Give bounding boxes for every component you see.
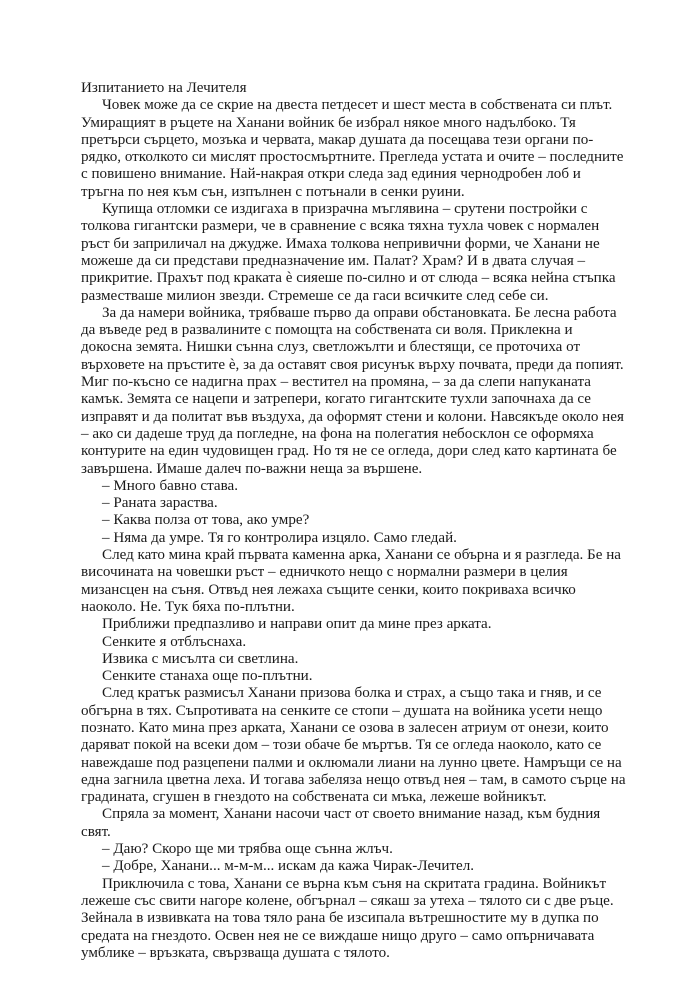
paragraph: – Няма да умре. Тя го контролира изцяло. Само гледай. [102,529,457,546]
paragraph: – Много бавно става. [102,477,238,494]
paragraph: – Раната зараства. [102,495,218,512]
paragraph: – Каква полза от това, ако умре? [102,512,310,529]
paragraph: Спряла за момент, Ханани насочи част от своето внимание назад, към будния свят. [81,806,601,840]
document-body [81,80,626,962]
paragraph-list [81,97,626,962]
paragraph: Сенките станаха още по-плътни. [102,668,313,685]
paragraph: – Добре, Ханани... м-м-м... искам да кажа Чирак-Лечител. [102,858,475,875]
paragraph: Купища отломки се издигаха в призрачна мъглявина – срутени постройки с толкова гигантски размери, че в сравнение с всяка тяхна тухла човек с нормален ръст би заприличал на джудже. Имаха толкова непривични форми, че Ханани не можеше да си представи предназначение им. Палат? Храм? И в двата случая – прикритие. Прахът под краката ѐ сияеше по-силно и от слюда – всяка нейна стъпка разместваше милион звезди. Стремеше се да гаси всичките след себе си. [81,201,616,304]
paragraph: Приключила с това, Ханани се върна към съня на скритата градина. Войникът лежеше със свити нагоре колене, обгърнал – сякаш за утеха – тялото си с две ръце. Зейнала в извивката на това тяло рана бе изсипала вътрешностите му в дупка по средата на гнездото. Освен нея не се виждаше нищо друго – само опърничавата умблике – връзката, свързваща душата с тялото. [81,875,614,961]
paragraph: Приближи предпазливо и направи опит да мине през арката. [102,616,492,633]
paragraph: Човек може да се скрие на двеста петдесет и шест места в собствената си плът. Умиращият в ръцете на Ханани войник бе избрал някое много надълбоко. Тя претърси сърцето, мозъка и червата, макар душата да посещава тези органи по-рядко, отколкото си мислят простосмъртните. Прегледа устата и очите – последните с повишено внимание. Най-накрая откри следа зад единия чернодробен лоб и тръгна по нея към сън, изпълнен с потънали в сенки руини. [81,97,624,200]
paragraph: Сенките я отблъснаха. [102,633,247,650]
paragraph: Извика с мисълта си светлина. [102,650,299,667]
paragraph: За да намери войника, трябваше първо да оправи обстановката. Бе лесна работа да въведе ред в развалините с помощта на собствената си воля. Приклекна и докосна земята. Нишки сънна слуз, светложълти и блестящи, се проточиха от върховете на пръстите ѐ, за да оставят своя рисунък върху почвата, преди да попият. Миг по-късно се надигна прах – вестител на промяна, – за да слепи напуканата камък. Земята се нацепи и затрепери, когато гигантските тухли започнаха да се изправят и да политат във въздуха, да оформят стени и колони. Навсякъде около нея – ако си дадеше труд да погледне, на фона на полегатия небосклон се оформяха контурите на един чудовищен град. Но тя не се огледа, дори след като картината бе завършена. Имаше далеч по-важни неща за вършене. [81,304,624,477]
paragraph: – Даю? Скоро ще ми трябва още сънна жлъч. [102,841,393,858]
paragraph: След като мина край първата каменна арка, Ханани се обърна и я разгледа. Бе на височината на човешки ръст – едничкото нещо с нормални размери в целия мизансцен на съня. Отвъд нея лежаха същите сенки, които покриваха всичко наоколо. Не. Тук бяха по-плътни. [81,547,621,615]
paragraph: След кратък размисъл Ханани призова болка и страх, а също така и гняв, и се обгърна в тях. Съпротивата на сенките се стопи – душата на войника усети нещо познато. Като мина през арката, Ханани се озова в залесен атриум от онези, които даряват покой на всеки дом – този обаче бе мъртъв. Тя се огледа наоколо, като се навеждаше под разцепени палми и оклюмали лиани на лунно цвете. Намръщи се на една загнила цветна леха. И тогава забеляза нещо отвъд нея – там, в самото сърце на градината, сгушен в гнездото на собствената си мъка, лежеше войникът. [81,685,626,806]
document-title: Изпитанието на Лечителя [81,80,247,96]
